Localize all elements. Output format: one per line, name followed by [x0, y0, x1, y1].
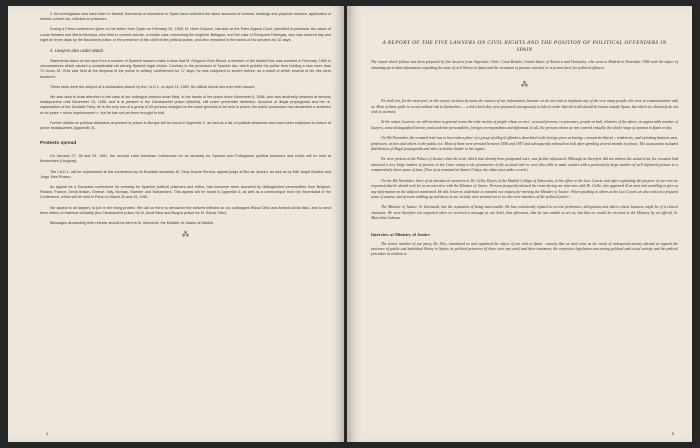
- right-paragraph: We shall not, for the most part, in this report, mention by name the sources of our information, because we do not wish to implicate any of the very many people who were in communication with us. Most of them spoke to us not without risk to themselves — a risk which they were prepared courageously to take in order that the truth should be known outside Spain, but which we obviously do not wish to increase.: [371, 99, 678, 115]
- left-page: [8, 6, 345, 442]
- left-paragraph: During a Press conference given on his return from Spain on February 20, 1959, M. Henri Douzon, barrister at the Paris Appeal Court, specified in particular the cases of Lucas Morales and María Montoya, who tried to commit suicide, a similar case concerning the engineer Balaguer, and the case of Enriqueta Fabregas, who was tortured day and night for three days by the Barcelona police, in the presence of the chief of the political police, and who remained in the hands of his torturers for 32 days.: [40, 27, 331, 42]
- section-subheading: 4. Lawyers also under attack: [50, 48, 104, 54]
- right-page: [347, 6, 692, 442]
- right-paragraph: The senior member of our party, Dr. Jiles, introduced us and explained the object of our visit to Spain : namely that we had come as the result of widespread anxiety abroad as regards the existence of public and individual liberty in Spain; its political prisoners (if there were any such) and their treatment; the repressive legislation concerning political and social activity and the judicial procedure in relation to: [371, 241, 678, 257]
- left-paragraph: The I.A.D.L. will be represented at this conference by its Brazilian secretary M. Osny Duarte Pereira, appeal judge at Rio de Janeiro, as well as by MM. Angel Bustelo and Jorge Jiles Pizarro.: [40, 169, 331, 179]
- left-paragraph: Statements taken on the spot from a number of Spanish lawyers make it clear that M. Gregorio Ortiz Riscal, a member of the Madrid Bar, was arrested in February, 1960 in circumstances which caused a considerable stir among Spanish legal circles. Contrary to the provisions of Spanish law, which prohibit the police from holding a man more than 72 hours, M. Ortiz was held at the disposal of the police in solitary confinement for 17 days; he was subjected to severe torture, as a result of which several of his ribs were fractured.: [40, 59, 331, 79]
- ornament-asterism: ⁂: [521, 81, 528, 90]
- right-paragraph: We were present at the Palace of Justice when the trial, which had already been postponed once, was further adjourned. Although we therefore did not witness the actual trial, the occasion had attracted a very large number of persons to the Court owing to the prominence of the accused and we were thus able to make contact with a particularly large number of well informed persons in a comparatively short space of time. (Two of us remained in Spain 13 days, the others just under a week.): [371, 157, 678, 173]
- left-paragraph: Messages demanding their release should be sent to M. Iturmendi, the Minister of Justice at Madrid.: [50, 221, 214, 226]
- left-paragraph: 3. All investigators who have been in Madrid, Barcelona or elsewhere in Spain have collected the same accounts of tortures, beatings and physical violence, application of electric current etc, inflicted on prisoners.: [40, 12, 331, 22]
- section-heading: Interview at Ministry of Justice: [371, 231, 431, 237]
- report-title: A REPORT OF THE FIVE LAWYERS ON CIVIL RIGHTS AND THE POSITION OF POLITICAL OFFENDERS IN SPAIN: [382, 40, 667, 54]
- left-paragraph: Further details on political detainees at present in prison in Burgos will be found in Appendix 2, as well as a list of political detainees who have been subjected to torture at police headquarters (Appendix 3).: [40, 120, 331, 131]
- page-number: 5: [671, 431, 674, 436]
- left-paragraph: These facts were the subject of a declaration issued by the I.A.D.L. on April 13, 1960. No official denial has ever been issued.: [50, 84, 256, 89]
- left-paragraph: On January 27, 28 and 29, 1961, the second Latin American Conference for an amnesty for Spanish and Portuguese political prisoners and exiles will be held at Montevideo (Uruguay).: [40, 154, 331, 164]
- section-heading: Protests spread: [40, 141, 77, 147]
- left-paragraph: We appeal to all lawyers to join in the rising protest. We call on them to denounce the tortures inflicted on our colleagues Riscal Ortiz and Antonio Amat Maiz, and to send them letters of fraternal solidarity (the Carabanchel prison for M. Amat Maiz and Burgos prison for M. Riscal Ortiz).: [40, 205, 331, 215]
- left-paragraph: We also wish to draw attention to the case of our colleague Antonio Amat Maiz, in the hands of the police since November 8, 1958, who was arbitrarily detained at security headquarters until November 23, 1958, and is at present in the Carabanchel prison (Madrid), still under preventive detention. Accused of illegal propaganda and the re-organisation of the Socialist Party, he is the only one of a group of 53 persons charged on the same grounds to be held in prison; the public prosecutor has demanded a sentence of six years « minor imprisonment », but he has not yet been brought to trial.: [40, 95, 331, 115]
- right-paragraph: On 9th November, the resumed trial was to have taken place of a group of alleged offenders described in the foreign press as having « monarcho-liberal » tendencies, and including business men, professors, writers and others in the public eye. Most of them were arrested between 1956 and 1957 and subsequently released on bail after spending several months in prison. The accusations included distribution of illegal propaganda and other activities hostile to the regime.: [371, 136, 678, 152]
- page-number: 4: [46, 431, 49, 436]
- right-paragraph: The Minister of Justice, Sr. Iturmendi, has the reputation of being inaccessible. He has consistently refused to receive petitioners, delegations and others whose business might be of a critical character. We were therefore not surprised when we received a message at our hotel, that afternoon, that he was unable to see us, but that we would be received at the Ministry by an official, Sr. Marcelino Cabana.: [371, 205, 678, 221]
- ornament-asterism: ⁂: [182, 231, 189, 240]
- right-paragraph: At the outset, however, we will mention in general terms the wide variety of people whom we met : accused persons, ex-prisoners, people on bail, relatives of the above, an appreciable number of lawyers, some distinguished literary and academic personalities, foreign correspondents and diplomats. In all, the persons whom we met covered virtually the whole range of opinion in Spain to-day.: [371, 120, 678, 130]
- report-intro: The report which follows has been prepared by five lawyers from Argentine, Chile, Great Britain, United States of America and Venezuela, who went to Madrid in November 1960 with the object of obtaining up-to-date information regarding the state of civil liberty in Spain and the treatment of persons arrested or in prison there for political offences.: [371, 60, 678, 70]
- right-paragraph: On the 8th November, three of us introduced ourselves to Dr. Gella, Doyen of the Madrid College of Advocates, in his office at the Law Courts, and after explaining the purpose of our visit we requested that he should seek for us an interview with the Minister of Justice. Persons frequently advised the room during our interview with Dr. Gella, who appeared ill-at-ease and unwilling to give us any information on the subjects mentioned. He did, however, undertake to transmit our request for meeting the Minister of Justice. When speaking to others at the Law Courts we also noticed a frequent sense of unease, and persons walking up and down in our vicinity were pointed out to us who were members of the political police.: [371, 178, 678, 199]
- left-paragraph: An appeal for a European conference for amnesty for Spanish political prisoners and exiles, has moreover been launched by distinguished personalities from Belgium, Finland, France, Great Britain, Greece, Italy, Norway, Sweden and Switzerland. This appeal will be found in Appendix 4, as well as a communiqué from the Secretariat of the Conference, which will be held in Paris on March 25 and 26, 1961.: [40, 185, 331, 200]
